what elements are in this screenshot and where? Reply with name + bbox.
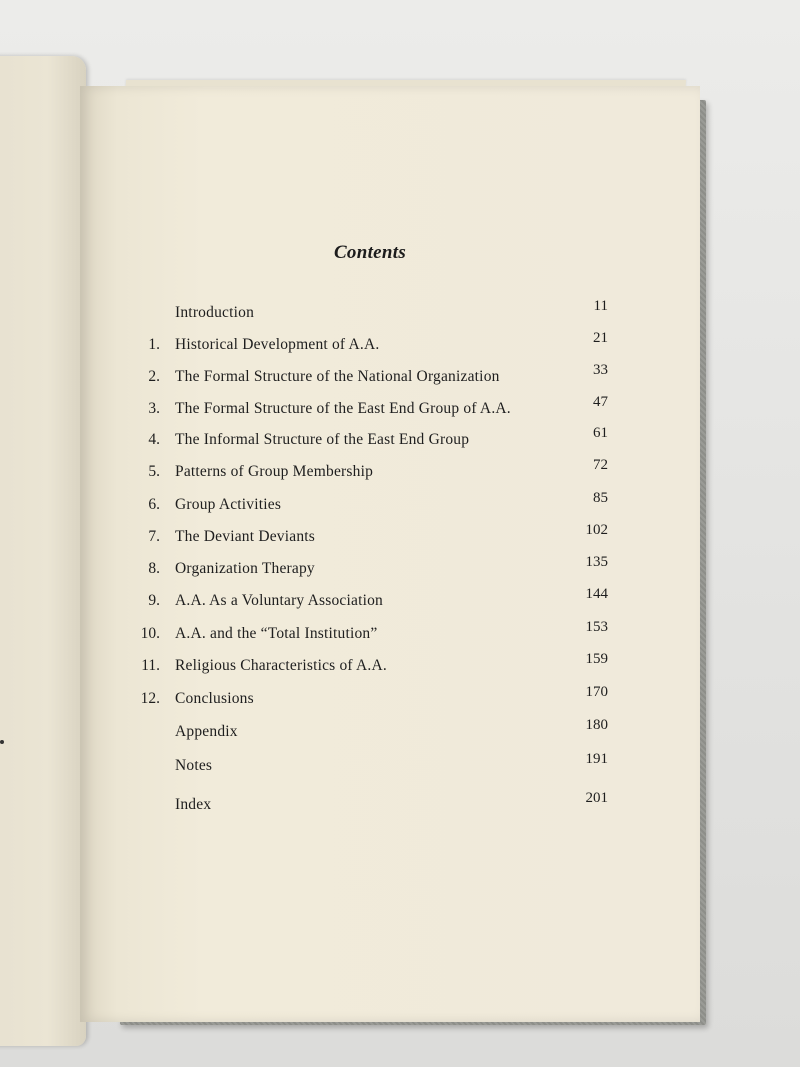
page-number: 144: [585, 586, 608, 602]
chapter-number: 11.: [141, 657, 160, 674]
page-number: 135: [585, 554, 608, 570]
chapter-number: 12.: [140, 690, 160, 707]
toc-entry: [130, 651, 620, 681]
chapter-title: Introduction: [175, 304, 255, 321]
toc-entry: [130, 457, 620, 487]
chapter-title: Index: [175, 796, 212, 813]
toc-entry: [130, 751, 620, 781]
toc-entry: [130, 394, 620, 424]
chapter-number: 9.: [148, 592, 160, 609]
chapter-number: 8.: [148, 560, 160, 577]
toc-entry: [130, 490, 620, 520]
chapter-title: The Informal Structure of the East End Group: [175, 431, 470, 448]
chapter-title: Historical Development of A.A.: [175, 336, 380, 353]
page-number: 33: [593, 362, 608, 378]
chapter-title: The Deviant Deviants: [175, 528, 316, 545]
chapter-number: 3.: [148, 400, 160, 417]
page-number: 180: [585, 717, 608, 733]
toc-entry: [130, 586, 620, 616]
toc-entry: [130, 684, 620, 714]
chapter-title: Conclusions: [175, 690, 254, 707]
toc-entry: [130, 298, 620, 328]
page-number: 201: [585, 790, 608, 806]
page-number: 170: [585, 684, 608, 700]
page-number: 21: [593, 330, 608, 346]
page-number: 11: [593, 298, 608, 314]
chapter-number: 1.: [148, 336, 160, 353]
contents-heading: Contents: [333, 242, 407, 263]
toc-entry: [130, 330, 620, 360]
toc-entry: [130, 425, 620, 455]
chapter-title: The Formal Structure of the East End Group of A.A.: [175, 400, 511, 417]
page-number: 159: [585, 651, 608, 667]
toc-entry: [130, 790, 620, 820]
chapter-title: A.A. and the “Total Institution”: [175, 625, 378, 642]
page-number: 85: [593, 490, 608, 506]
chapter-number: 10.: [140, 625, 160, 642]
chapter-title: Group Activities: [175, 496, 282, 513]
chapter-number: 7.: [148, 528, 160, 545]
toc-entry: [130, 362, 620, 392]
chapter-title: Appendix: [175, 723, 238, 740]
page-number: 47: [593, 394, 608, 410]
chapter-number: 4.: [148, 431, 160, 448]
page-number: 102: [585, 522, 608, 538]
chapter-title: The Formal Structure of the National Organization: [175, 368, 500, 385]
toc-entry: [130, 554, 620, 584]
chapter-number: 2.: [148, 368, 160, 385]
page-number: 153: [585, 619, 608, 635]
page-number: 191: [585, 751, 608, 767]
page-number: 72: [593, 457, 608, 473]
chapter-number: 6.: [148, 496, 160, 513]
toc-entry: [130, 619, 620, 649]
toc-entry: [130, 717, 620, 747]
chapter-number: 5.: [148, 463, 160, 480]
toc-entry: [130, 522, 620, 552]
chapter-title: Religious Characteristics of A.A.: [175, 657, 387, 674]
chapter-title: Notes: [175, 757, 213, 774]
page-number: 61: [593, 425, 608, 441]
chapter-title: Organization Therapy: [175, 560, 315, 577]
chapter-title: A.A. As a Voluntary Association: [175, 592, 383, 609]
chapter-title: Patterns of Group Membership: [175, 463, 374, 480]
